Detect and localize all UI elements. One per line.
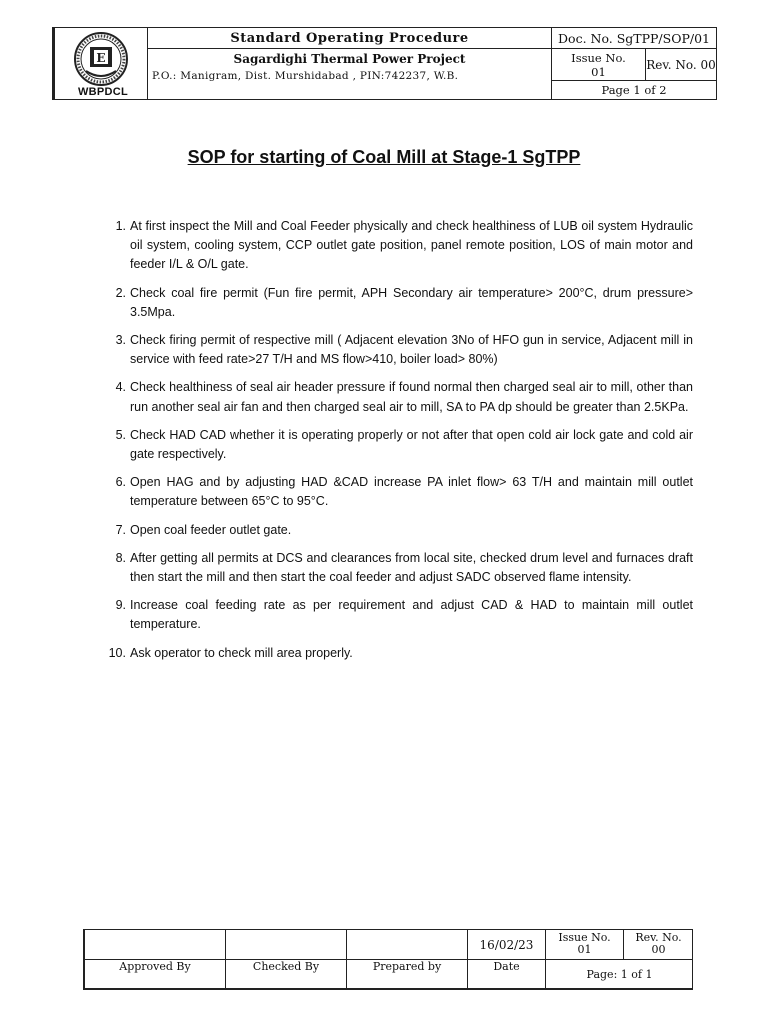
step-number: 1. [115, 219, 126, 233]
prepared-by-label: Prepared by [347, 960, 468, 989]
footer-rev-label: Rev. No. [635, 931, 682, 944]
step-item [100, 217, 693, 275]
step-text: After getting all permits at DCS and clearances from local site, checked drum level and furnaces draft then start the mill and then start the coal feeder and adjust SADC observed flame intensity. [130, 550, 693, 585]
project-name: Sagardighi Thermal Power Project [233, 52, 466, 66]
step-item [100, 596, 693, 634]
project-cell [147, 48, 552, 100]
issue-cell [551, 48, 646, 81]
date-label: Date [468, 960, 546, 989]
step-number: 9. [115, 598, 126, 613]
step-text: Open coal feeder outlet gate. [130, 522, 292, 537]
step-text: Ask operator to check mill area properly. [130, 645, 353, 660]
logo-cell [52, 27, 148, 100]
approval-table [83, 929, 693, 990]
approved-signature-cell [85, 930, 226, 960]
procedure-steps [100, 217, 693, 672]
step-text: Check firing permit of respective mill ( Adjacent elevation 3No of HFO gun in service, Adjacent mill in service with feed rate>27 T/H and MS flow>410, boiler load> 80%) [130, 333, 693, 367]
footer-issue-cell [546, 930, 624, 960]
step-item [100, 549, 693, 587]
step-item [100, 426, 693, 464]
step-text: Check HAD CAD whether it is operating properly or not after that open cold air lock gate and cold air gate respectively. [130, 427, 693, 462]
step-number: 2. [115, 285, 126, 300]
prepared-signature-cell [347, 930, 468, 960]
checked-by-label: Checked By [226, 960, 347, 989]
step-text: Check coal fire permit (Fun fire permit, APH Secondary air temperature> 200°C, drum pressure> 3.5Mpa. [130, 285, 693, 319]
issue-label: Issue No. [571, 51, 626, 65]
date-value: 16/02/23 [468, 930, 546, 960]
footer-page-number: Page: 1 of 1 [586, 968, 653, 981]
footer-issue-value: 01 [577, 943, 592, 956]
issue-value: 01 [591, 65, 606, 79]
step-item [100, 331, 693, 369]
step-number: 8. [115, 550, 126, 565]
step-item [100, 473, 693, 511]
step-text: Open HAG and by adjusting HAD &CAD increase PA inlet flow> 63 T/H and maintain mill outlet temperature between 65°C to 95°C. [130, 475, 693, 509]
step-text: Check healthiness of seal air header pressure if found normal then charged seal air to mill, other than run another seal air fan and then charged seal air to mill, SA to PA dp should be greater than 2.5KPa. [130, 380, 693, 414]
step-item [100, 284, 693, 322]
document-title: SOP for starting of Coal Mill at Stage-1 SgTPP [187, 147, 581, 167]
logo-text: WBPDCL [77, 86, 129, 98]
step-item [100, 521, 693, 540]
header-title: Standard Operating Procedure [147, 27, 552, 49]
step-text: At first inspect the Mill and Coal Feeder physically and check healthiness of LUB oil system Hydraulic oil system, cooling system, CCP outlet gate position, panel remote position, LOS of main motor and feeder I/L & O/L gate. [130, 219, 693, 272]
step-item [100, 378, 693, 416]
step-number: 5. [115, 427, 126, 442]
step-number: 6. [115, 475, 126, 490]
approved-by-label: Approved By [85, 960, 226, 989]
step-text: Increase coal feeding rate as per requirement and adjust CAD & HAD to maintain mill outlet temperature. [130, 598, 693, 632]
checked-signature-cell [226, 930, 347, 960]
page-number: Page 1 of 2 [551, 80, 717, 100]
doc-number: Doc. No. SgTPP/SOP/01 [551, 27, 717, 49]
document-header [52, 27, 717, 100]
footer-issue-label: Issue No. [558, 931, 611, 944]
svg-text:E: E [96, 51, 106, 65]
footer-rev-cell [624, 930, 693, 960]
step-number: 7. [115, 522, 126, 537]
revision-number: Rev. No. 00 [645, 48, 717, 81]
footer-rev-value: 00 [651, 943, 666, 956]
step-number: 3. [115, 333, 126, 348]
wbpdcl-logo-icon [68, 31, 134, 87]
step-number: 4. [115, 380, 126, 395]
step-item [100, 644, 693, 663]
step-number: 10. [108, 645, 126, 660]
project-address: P.O.: Manigram, Dist. Murshidabad , PIN:742237, W.B. [152, 70, 459, 82]
